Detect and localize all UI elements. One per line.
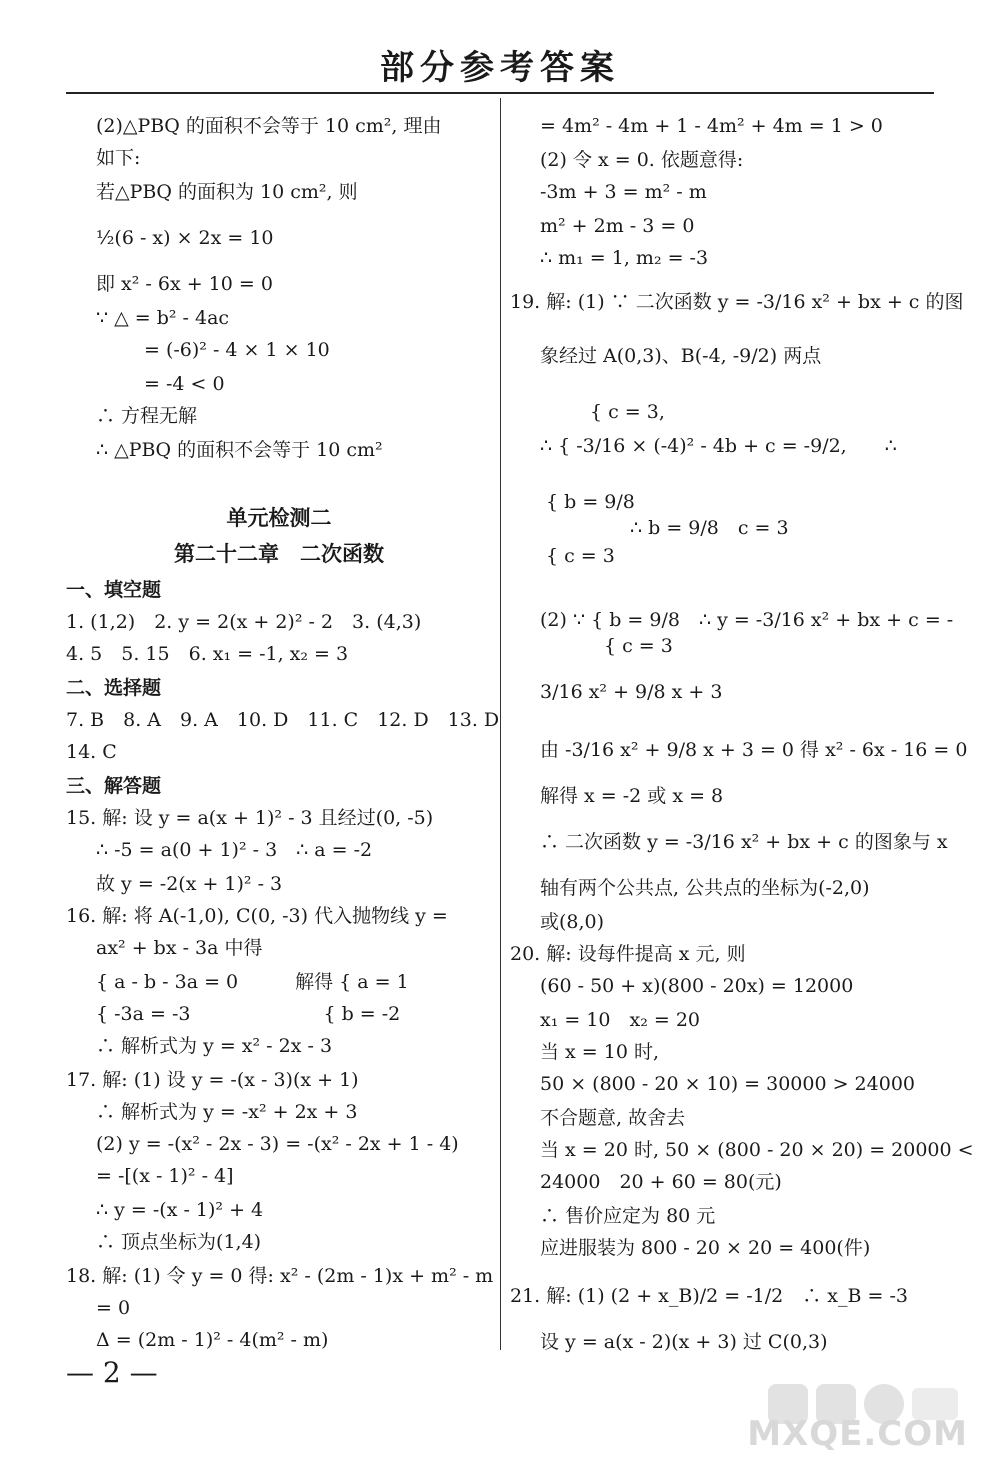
answer-line: 当 x = 20 时, 50 × (800 - 20 × 20) = 20000 < xyxy=(540,1139,974,1161)
column-divider xyxy=(500,98,501,1350)
answer-line: (2)△PBQ 的面积不会等于 10 cm², 理由 xyxy=(96,115,442,137)
answer-line: { -3a = -3 { b = -2 xyxy=(96,1003,401,1025)
answer-line: (2) 令 x = 0. 依题意得: xyxy=(540,149,744,171)
answer-line: ∴ 售价应定为 80 元 xyxy=(540,1205,716,1227)
answer-line: 4. 5 5. 15 6. x₁ = -1, x₂ = 3 xyxy=(66,643,349,665)
answer-line: 21. 解: (1) (2 + x_B)/2 = -1/2 ∴ x_B = -3 xyxy=(510,1285,908,1307)
answer-line: 1. (1,2) 2. y = 2(x + 2)² - 2 3. (4,3) xyxy=(66,611,422,633)
answer-line: { c = 3 xyxy=(604,635,673,657)
answer-line: 7. B 8. A 9. A 10. D 11. C 12. D 13. D xyxy=(66,709,500,731)
answer-line: ∴ 解析式为 y = -x² + 2x + 3 xyxy=(96,1101,358,1123)
answer-line: = 0 xyxy=(96,1297,131,1319)
answer-line: { a - b - 3a = 0 解得 { a = 1 xyxy=(96,971,409,993)
answer-line: 应进服装为 800 - 20 × 20 = 400(件) xyxy=(540,1237,871,1259)
answer-line: = -[(x - 1)² - 4] xyxy=(96,1165,234,1187)
answer-line: 由 -3/16 x² + 9/8 x + 3 = 0 得 x² - 6x - 16 = 0 xyxy=(540,739,968,761)
answer-line: 20. 解: 设每件提高 x 元, 则 xyxy=(510,943,746,965)
answer-line: 3/16 x² + 9/8 x + 3 xyxy=(540,681,723,703)
answer-line: = -4 < 0 xyxy=(144,373,225,395)
answer-line: = (-6)² - 4 × 1 × 10 xyxy=(144,339,330,361)
answer-line: 17. 解: (1) 设 y = -(x - 3)(x + 1) xyxy=(66,1069,359,1091)
watermark-text: MXQE.COM xyxy=(747,1414,968,1454)
answer-line: ∴ △PBQ 的面积不会等于 10 cm² xyxy=(96,439,383,461)
answer-line: ∴ b = 9/8 c = 3 xyxy=(630,517,789,539)
answer-line: 16. 解: 将 A(-1,0), C(0, -3) 代入抛物线 y = xyxy=(66,905,448,927)
chapter-title: 第二十二章 二次函数 xyxy=(174,542,384,566)
answer-line: { b = 9/8 xyxy=(546,491,635,513)
unit-title: 单元检测二 xyxy=(226,506,332,530)
answer-line: 24000 20 + 60 = 80(元) xyxy=(540,1171,782,1193)
answer-line: ∴ 方程无解 xyxy=(96,405,198,427)
answer-line: 设 y = a(x - 2)(x + 3) 过 C(0,3) xyxy=(540,1331,828,1353)
answer-line: ½(6 - x) × 2x = 10 xyxy=(96,227,274,249)
answer-line: ∴ 解析式为 y = x² - 2x - 3 xyxy=(96,1035,333,1057)
answer-line: 或(8,0) xyxy=(540,911,605,933)
answer-line: 19. 解: (1) ∵ 二次函数 y = -3/16 x² + bx + c 的图 xyxy=(510,291,964,313)
answer-line: 不合题意, 故舍去 xyxy=(540,1107,686,1129)
answer-line: 解得 x = -2 或 x = 8 xyxy=(540,785,724,807)
answer-line: ∴ { -3/16 × (-4)² - 4b + c = -9/2, ∴ xyxy=(540,435,897,457)
answer-line: ax² + bx - 3a 中得 xyxy=(96,937,263,959)
answer-line: 若△PBQ 的面积为 10 cm², 则 xyxy=(96,181,358,203)
answer-line: 即 x² - 6x + 10 = 0 xyxy=(96,273,273,295)
answer-line: ∴ 二次函数 y = -3/16 x² + bx + c 的图象与 x xyxy=(540,831,948,853)
answer-line: -3m + 3 = m² - m xyxy=(540,181,707,203)
answer-line: ∵ △ = b² - 4ac xyxy=(96,307,230,329)
section-heading: 一、填空题 xyxy=(66,579,162,601)
section-heading: 三、解答题 xyxy=(66,775,162,797)
answer-line: (2) ∵ { b = 9/8 ∴ y = -3/16 x² + bx + c = - xyxy=(540,609,954,631)
header-divider xyxy=(66,92,934,94)
answer-line: 50 × (800 - 20 × 10) = 30000 > 24000 xyxy=(540,1073,915,1095)
answer-line: (60 - 50 + x)(800 - 20x) = 12000 xyxy=(540,975,854,997)
watermark xyxy=(676,1380,976,1460)
answer-line: 15. 解: 设 y = a(x + 1)² - 3 且经过(0, -5) xyxy=(66,807,434,829)
answer-line: 如下: xyxy=(96,147,141,169)
section-heading: 二、选择题 xyxy=(66,677,162,699)
answer-line: x₁ = 10 x₂ = 20 xyxy=(540,1009,701,1031)
answer-line: 18. 解: (1) 令 y = 0 得: x² - (2m - 1)x + m² - m xyxy=(66,1265,494,1287)
answer-line: ∴ -5 = a(0 + 1)² - 3 ∴ a = -2 xyxy=(96,839,373,861)
page-number: — 2 — xyxy=(66,1356,158,1389)
answer-line: { c = 3 xyxy=(546,545,615,567)
answer-line: ∴ m₁ = 1, m₂ = -3 xyxy=(540,247,709,269)
answer-line: 14. C xyxy=(66,741,117,763)
answer-line: 故 y = -2(x + 1)² - 3 xyxy=(96,873,283,895)
answer-line: 当 x = 10 时, xyxy=(540,1041,660,1063)
answer-line: = 4m² - 4m + 1 - 4m² + 4m = 1 > 0 xyxy=(540,115,883,137)
answer-line: ∴ 顶点坐标为(1,4) xyxy=(96,1231,262,1253)
answer-line: ∴ y = -(x - 1)² + 4 xyxy=(96,1199,264,1221)
answer-line: (2) y = -(x² - 2x - 3) = -(x² - 2x + 1 - 4) xyxy=(96,1133,459,1155)
answer-line: 象经过 A(0,3)、B(-4, -9/2) 两点 xyxy=(540,345,822,367)
answer-line: Δ = (2m - 1)² - 4(m² - m) xyxy=(96,1329,329,1351)
answer-line: 轴有两个公共点, 公共点的坐标为(-2,0) xyxy=(540,877,870,899)
answer-line: m² + 2m - 3 = 0 xyxy=(540,215,695,237)
answer-line: { c = 3, xyxy=(590,401,665,423)
page-title: 部分参考答案 xyxy=(380,48,620,88)
